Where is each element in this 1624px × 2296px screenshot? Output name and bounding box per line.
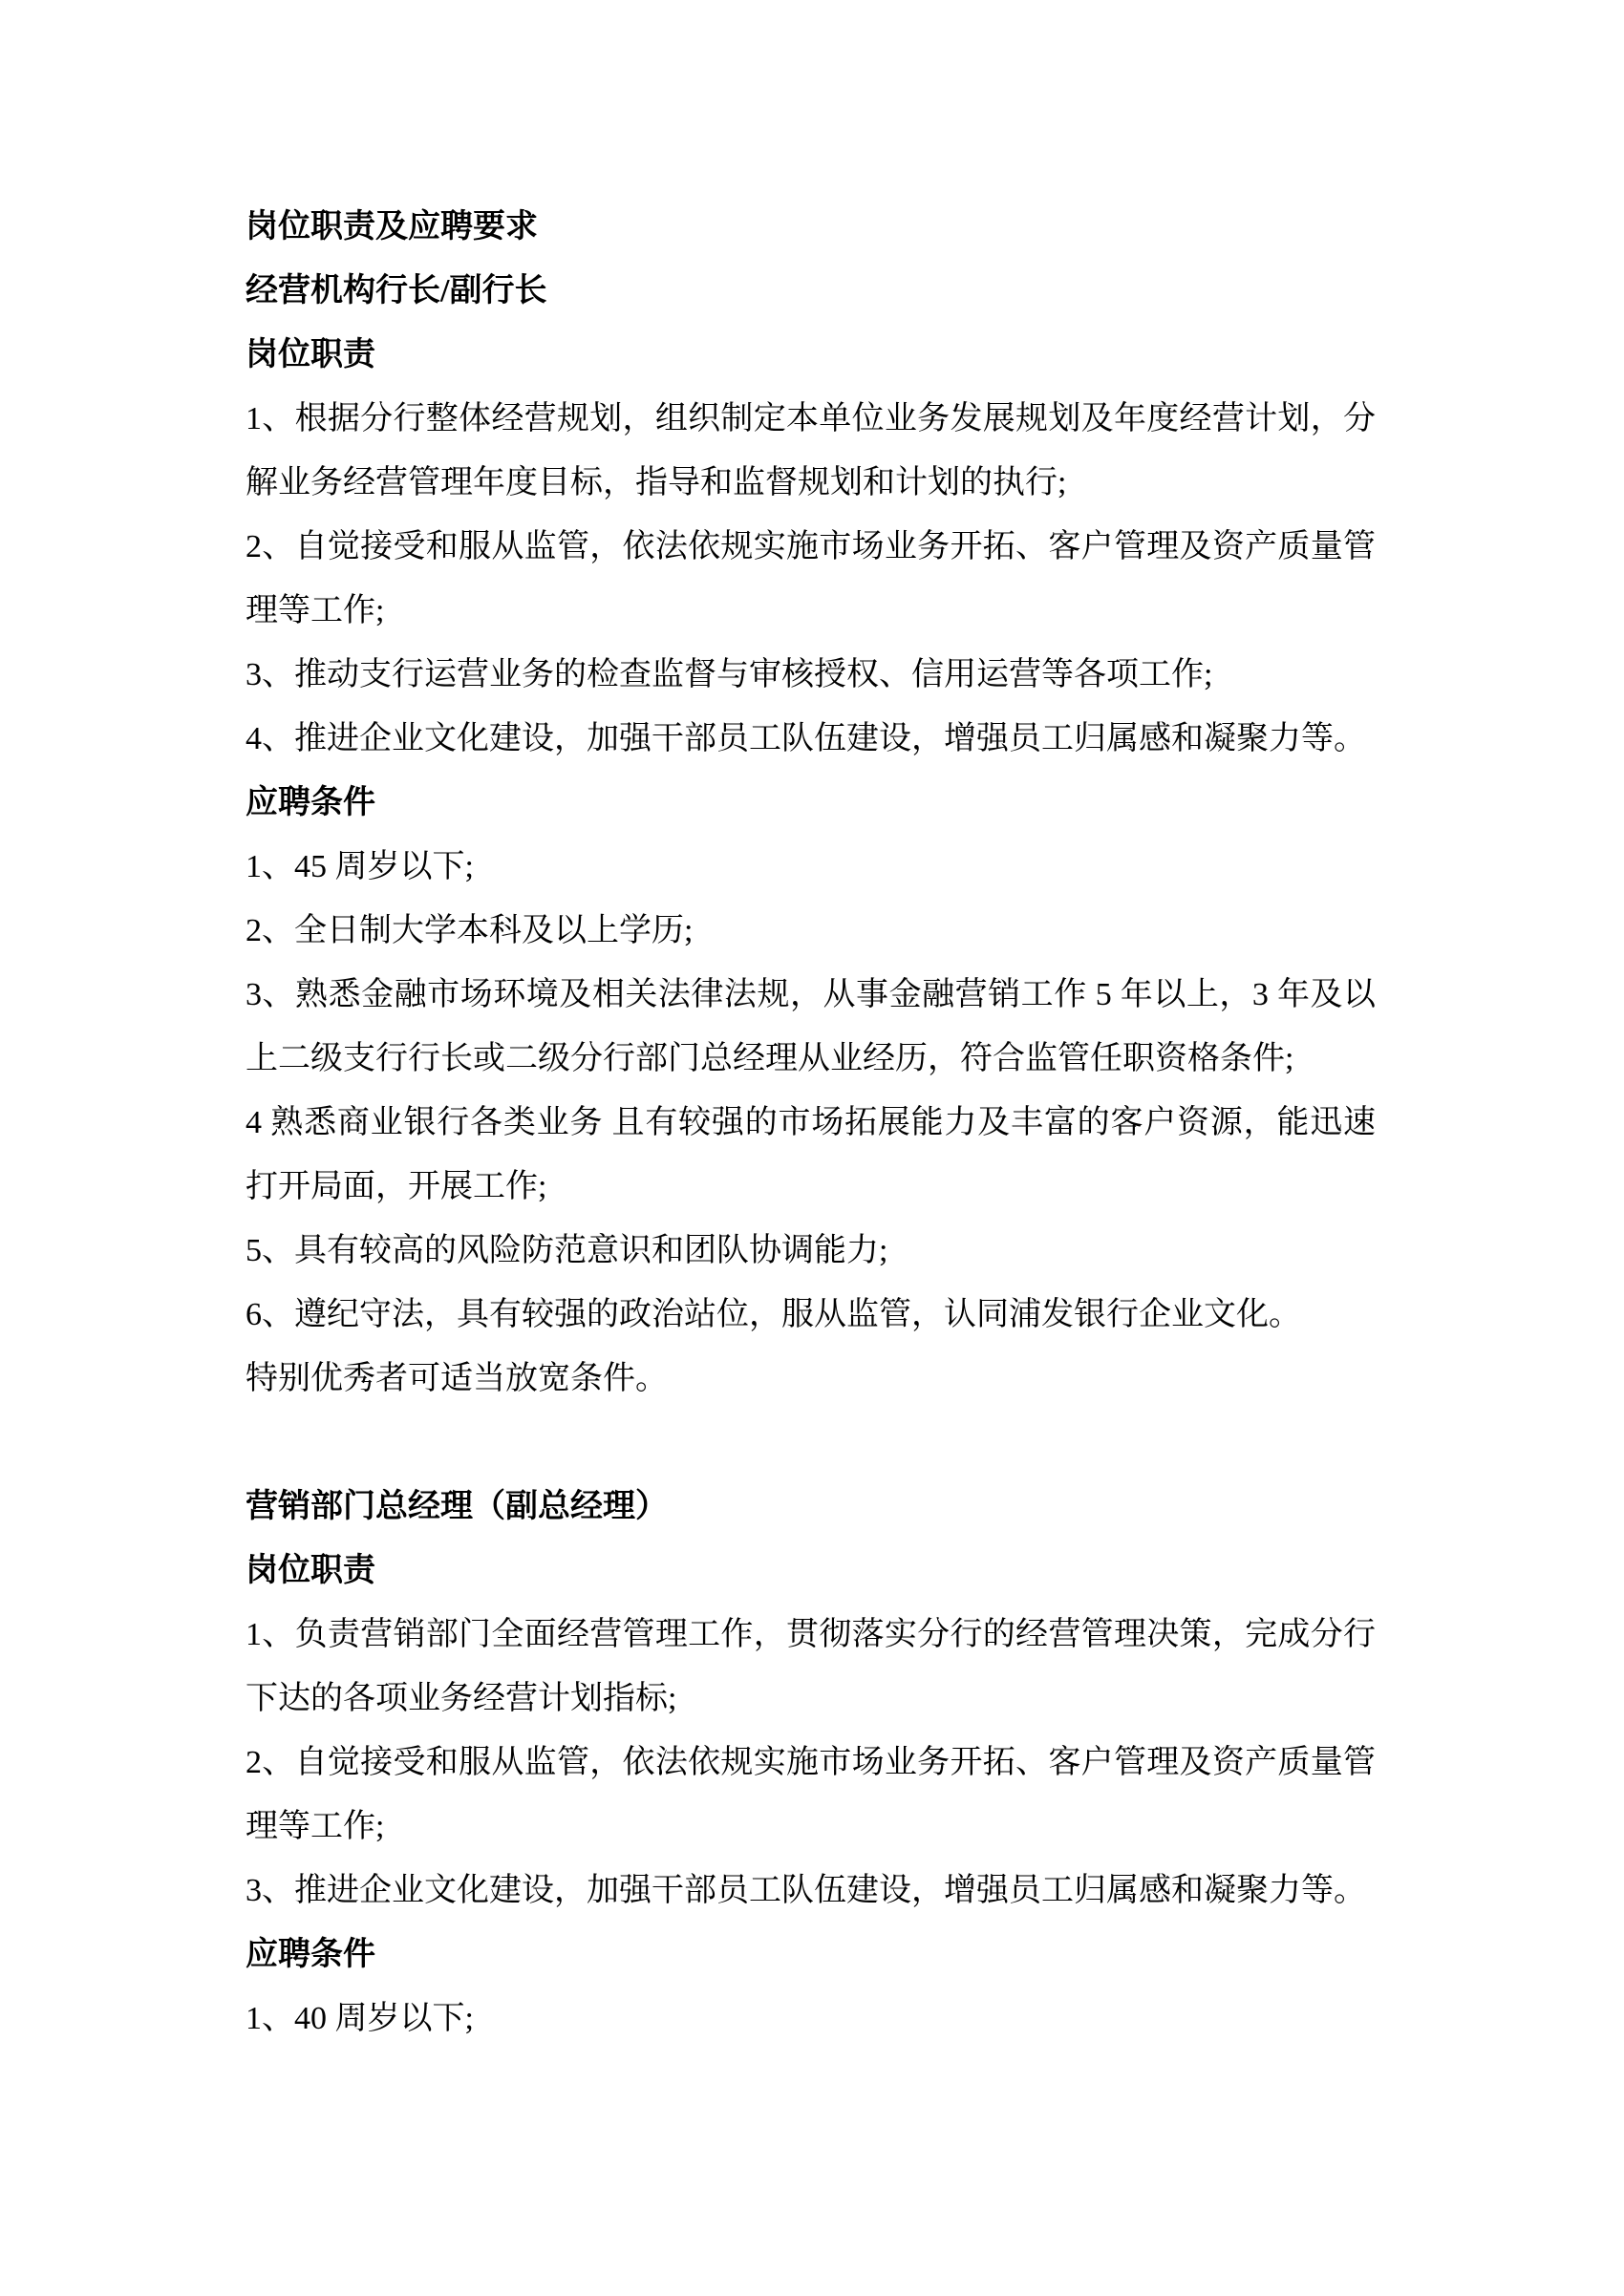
body-text-line: 3、推动支行运营业务的检查监督与审核授权、信用运营等各项工作; (246, 657, 1213, 692)
heading-line: 应聘条件 (246, 785, 375, 820)
body-text-line: 2、自觉接受和服从监管，依法依规实施市场业务开拓、客户管理及资产质量管 (246, 1745, 1376, 1780)
body-text-line: 5、具有较高的风险防范意识和团队协调能力; (246, 1233, 888, 1268)
body-text-line: 解业务经营管理年度目标，指导和监督规划和计划的执行; (246, 465, 1067, 500)
body-text-line: 打开局面，开展工作; (246, 1169, 547, 1204)
body-text-line: 4 熟悉商业银行各类业务 且有较强的市场拓展能力及丰富的客户资源，能迅速 (246, 1105, 1376, 1140)
body-text-line: 理等工作; (246, 1809, 385, 1844)
body-text-line: 2、全日制大学本科及以上学历; (246, 913, 694, 948)
body-text-line: 特别优秀者可适当放宽条件。 (246, 1361, 668, 1396)
heading-line: 应聘条件 (246, 1937, 375, 1972)
body-text-line: 3、推进企业文化建设，加强干部员工队伍建设，增强员工归属感和凝聚力等。 (246, 1873, 1366, 1908)
body-text-line: 理等工作; (246, 593, 385, 628)
heading-line: 营销部门总经理（副总经理） (246, 1489, 668, 1524)
body-text-line: 6、遵纪守法，具有较强的政治站位，服从监管，认同浦发银行企业文化。 (246, 1297, 1301, 1332)
body-text-line: 3、熟悉金融市场环境及相关法律法规，从事金融营销工作 5 年以上，3 年及以 (246, 977, 1376, 1012)
body-text-line: 1、40 周岁以下; (246, 2001, 474, 2036)
body-text-line: 2、自觉接受和服从监管，依法依规实施市场业务开拓、客户管理及资产质量管 (246, 529, 1376, 564)
heading-line: 岗位职责 (246, 337, 375, 372)
heading-line: 经营机构行长/副行长 (246, 273, 547, 308)
body-text-line: 4、推进企业文化建设，加强干部员工队伍建设，增强员工归属感和凝聚力等。 (246, 721, 1366, 756)
heading-line: 岗位职责 (246, 1553, 375, 1588)
heading-line: 岗位职责及应聘要求 (246, 209, 538, 244)
body-text-line: 1、45 周岁以下; (246, 849, 474, 884)
body-text-line: 上二级支行行长或二级分行部门总经理从业经历，符合监管任职资格条件; (246, 1041, 1294, 1076)
document-content (246, 195, 1376, 2051)
body-text-line: 1、负责营销部门全面经营管理工作，贯彻落实分行的经营管理决策，完成分行 (246, 1617, 1376, 1652)
body-text-line: 下达的各项业务经营计划指标; (246, 1681, 677, 1716)
body-text-line: 1、根据分行整体经营规划，组织制定本单位业务发展规划及年度经营计划，分 (246, 401, 1376, 436)
blank-line (246, 1411, 1376, 1475)
